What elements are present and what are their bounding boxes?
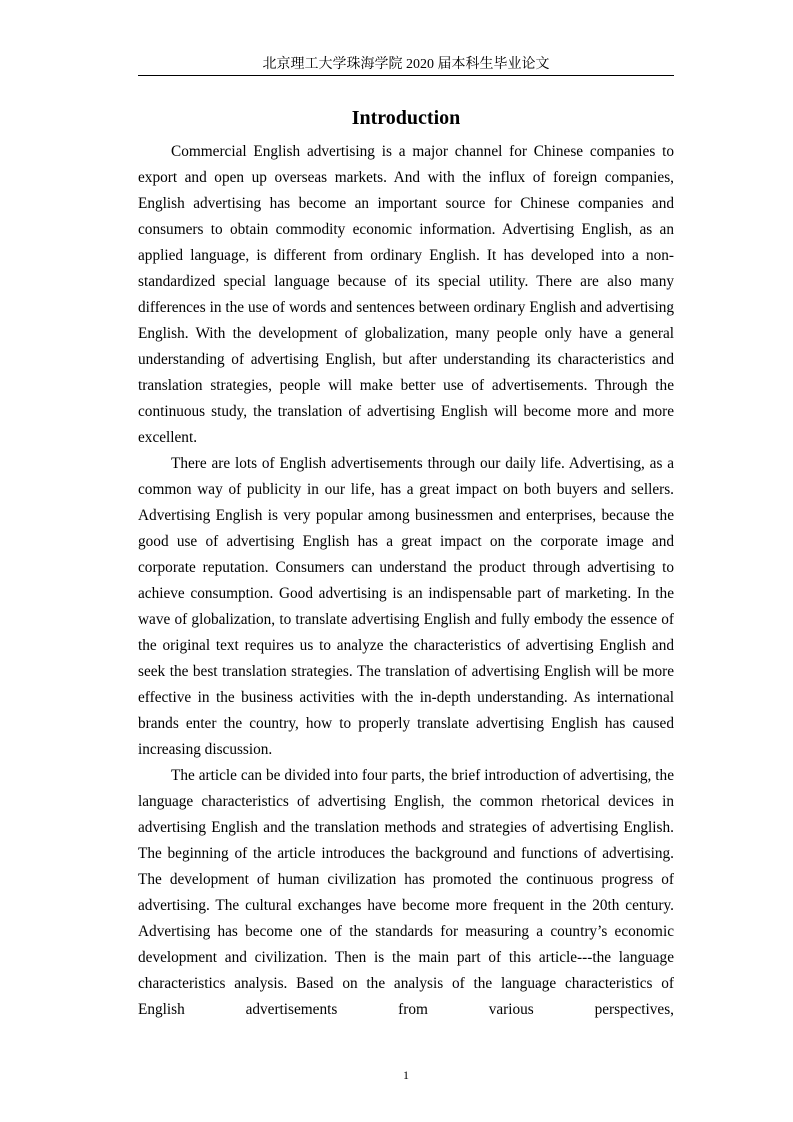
body-text [138, 139, 674, 1023]
section-title: Introduction [351, 107, 461, 129]
paragraph-3: The article can be divided into four parts, the brief introduction of advertising, the language characteristics of advertising English, the common rhetorical devices in advertising English and the translation methods and strategies of advertising English. The beginning of the article introduces the background and functions of advertising. The development of human civilization has promoted the continuous progress of advertising. The cultural exchanges have become more frequent in the 20th century. Advertising has become one of the standards for measuring a country’s economic development and civilization. Then is the main part of this article---the language characteristics analysis. Based on the analysis of the language characteristics of English advertisements from various perspectives, [138, 767, 674, 1018]
page-number: 1 [403, 1068, 409, 1082]
paragraph-2: There are lots of English advertisements through our daily life. Advertising, as a common way of publicity in our life, has a great impact on both buyers and sellers. Advertising English is very popular among businessmen and enterprises, because the good use of advertising English has a great impact on the corporate image and corporate reputation. Consumers can understand the product through advertising to achieve consumption. Good advertising is an indispensable part of marketing. In the wave of globalization, to translate advertising English and fully embody the essence of the original text requires us to analyze the characteristics of advertising English and seek the best translation strategies. The translation of advertising English will be more effective in the business activities with the in-depth understanding. As international brands enter the country, how to properly translate advertising English has caused increasing discussion. [138, 455, 674, 758]
paragraph-1: Commercial English advertising is a major channel for Chinese companies to export and open up overseas markets. And with the influx of foreign companies, English advertising has become an important source for Chinese companies and consumers to obtain commodity economic information. Advertising English, as an applied language, is different from ordinary English. It has developed into a non-standardized special language because of its special utility. There are also many differences in the use of words and sentences between ordinary English and advertising English. With the development of globalization, many people only have a general understanding of advertising English, but after understanding its characteristics and translation strategies, people will make better use of advertisements. Through the continuous study, the translation of advertising English will become more and more excellent. [138, 143, 674, 446]
header-divider [138, 75, 674, 76]
running-header: 北京理工大学珠海学院 2020 届本科生毕业论文 [262, 57, 550, 72]
